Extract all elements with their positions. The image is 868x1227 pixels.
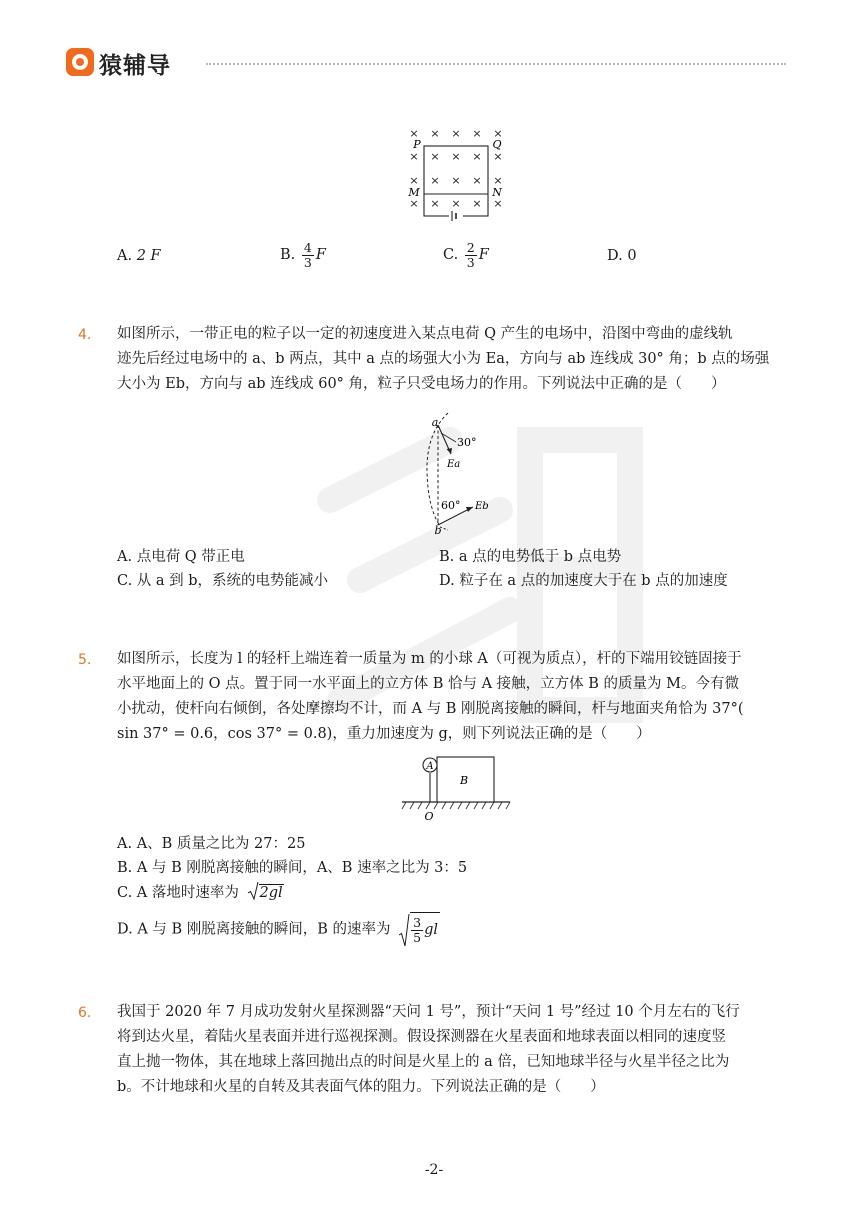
q6-stem: 我国于 2020 年 7 月成功发射火星探测器“天问 1 号”，预计“天问 1 号”经过 10 个月左右的飞行 将到达火星，着陆火星表面并进行巡视探测。假设探测器在火星表面和地球表面以相同的速度竖 直上抛一物体，其在地球上落回抛出点的时间是火星上的 a 倍，已知地球半径与火星半径之比为 b。不计地球和火星的自转及其表面气体的阻力。下列说法正确的是（ ） (117, 1004, 740, 1095)
brand-logo-icon (66, 48, 94, 76)
q5-label-b: B (459, 774, 469, 787)
sqrt-sign-icon (247, 881, 259, 901)
q4-angle-b: 60° (441, 499, 461, 512)
q5-option-c[interactable]: C. A 落地时速率为 2gl (117, 881, 284, 904)
q4-figure-trajectory (410, 406, 510, 540)
svg-text:×: × (430, 127, 440, 140)
q4-option-b[interactable]: B. a 点的电势低于 b 点电势 (439, 549, 622, 565)
q3-option-c[interactable]: C. $\frac{2}{3}$ F (443, 239, 489, 270)
q3-label-m: M (408, 186, 420, 199)
svg-text:×: × (409, 197, 419, 210)
q4-label-ea: Ea (447, 459, 461, 470)
page-header (66, 46, 786, 80)
q3-label-q: Q (492, 138, 502, 151)
q3-figure-magnetic-field-circuit (404, 124, 508, 224)
svg-text:×: × (451, 174, 461, 187)
svg-text:×: × (493, 127, 503, 140)
svg-text:×: × (409, 174, 419, 187)
svg-text:×: × (493, 197, 503, 210)
q5-option-d[interactable]: D. A 与 B 刚脱离接触的瞬间，B 的速率为 $\frac{3}{5}$ gl (117, 912, 440, 947)
svg-text:×: × (472, 127, 482, 140)
q5-option-a[interactable]: A. A、B 质量之比为 27：25 (117, 836, 306, 852)
q5-label-o: O (424, 810, 434, 823)
svg-text:×: × (409, 127, 419, 140)
brand-name: 猿辅导 (99, 53, 171, 79)
page-number: -2- (424, 1162, 444, 1178)
q6-number: 6. (78, 1005, 92, 1021)
q5-number: 5. (78, 652, 92, 668)
q5-option-b[interactable]: B. A 与 B 刚脱离接触的瞬间，A、B 速率之比为 3：5 (117, 860, 468, 876)
q4-angle-a: 30° (457, 436, 477, 449)
q3-option-a[interactable]: A. 2 F (117, 248, 161, 264)
svg-text:×: × (430, 197, 440, 210)
svg-text:×: × (451, 127, 461, 140)
q4-number: 4. (78, 327, 92, 343)
q3-option-b[interactable]: B. $\frac{4}{3}$ F (280, 239, 326, 270)
q3-option-c-fraction: $\frac{2}{3}$ (466, 239, 475, 270)
q4-option-c[interactable]: C. 从 a 到 b，系统的电势能减小 (117, 573, 329, 589)
svg-text:×: × (472, 197, 482, 210)
q3-option-d[interactable]: D. 0 (607, 248, 637, 264)
svg-text:×: × (493, 174, 503, 187)
svg-text:×: × (451, 197, 461, 210)
sqrt-sign-icon (398, 913, 410, 947)
q3-label-n: N (492, 186, 502, 199)
q3-option-b-fraction: $\frac{4}{3}$ (303, 239, 312, 270)
q5-figure-rod-and-block (400, 752, 512, 824)
q3-label-p: P (413, 138, 421, 151)
q5-stem: 如图所示，长度为 l 的轻杆上端连着一质量为 m 的小球 A（可视为质点），杆的下端用铰链固接于 水平地面上的 O 点。置于同一水平面上的立方体 B 恰与 A 接触，立方体 B 的质量为 M。今有微 小扰动，使杆向右倾倒，各处摩擦均不计，而 A 与 B 刚脱离接触的瞬间，杆与地面夹角恰为 37°( sin 37° = 0.6，cos 37° = 0.8)，重力加速度为 g，则下列说法正确的是（ ） (117, 651, 744, 742)
q4-label-b: b (434, 524, 442, 537)
svg-text:×: × (430, 174, 440, 187)
q5-label-a: A (426, 761, 434, 772)
q4-label-eb: Eb (475, 501, 489, 512)
svg-text:×: × (451, 150, 461, 163)
svg-text:×: × (472, 174, 482, 187)
header-dotted-rule (206, 63, 786, 65)
svg-text:×: × (409, 150, 419, 163)
q4-option-d[interactable]: D. 粒子在 a 点的加速度大于在 b 点的加速度 (439, 573, 728, 589)
svg-text:×: × (430, 150, 440, 163)
q4-label-a: a (431, 416, 439, 429)
svg-text:×: × (493, 150, 503, 163)
q5-option-d-radicand: $\frac{3}{5}$ gl (410, 912, 440, 947)
svg-text:×: × (472, 150, 482, 163)
q4-stem: 如图所示，一带正电的粒子以一定的初速度进入某点电荷 Q 产生的电场中，沿图中弯曲的虚线轨 迹先后经过电场中的 a、b 两点，其中 a 点的场强大小为 Ea，方向与 ab 连线成 30° 角；b 点的场强 大小为 Eb，方向与 ab 连线成 60° 角，粒子只受电场力的作用。下列说法中正确的是（ ） (117, 326, 770, 392)
q4-option-a[interactable]: A. 点电荷 Q 带正电 (117, 549, 245, 565)
